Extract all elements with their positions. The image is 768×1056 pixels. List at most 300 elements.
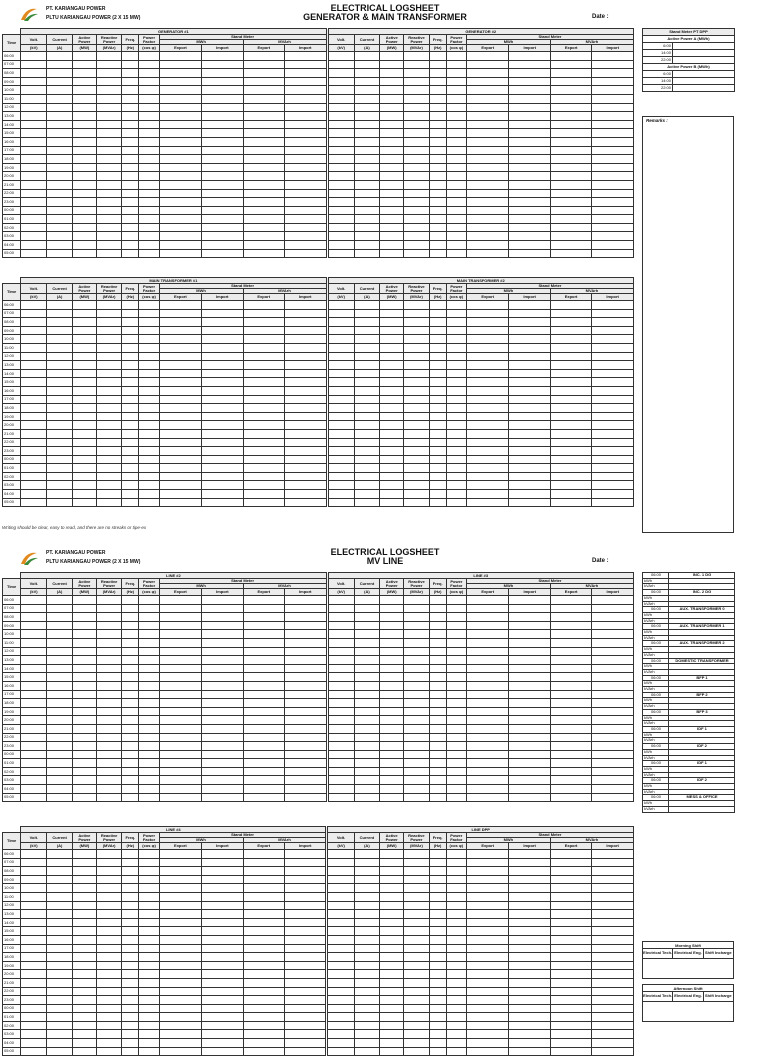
log-cell[interactable]	[122, 146, 139, 155]
log-cell[interactable]	[509, 944, 550, 953]
log-cell[interactable]	[243, 335, 284, 344]
log-cell[interactable]	[328, 733, 354, 742]
log-cell[interactable]	[466, 875, 508, 884]
log-cell[interactable]	[446, 1004, 466, 1013]
log-cell[interactable]	[159, 352, 201, 361]
log-cell[interactable]	[380, 60, 404, 69]
log-cell[interactable]	[380, 498, 404, 507]
log-cell[interactable]	[243, 146, 284, 155]
log-cell[interactable]	[509, 223, 550, 232]
log-cell[interactable]	[404, 638, 429, 647]
log-cell[interactable]	[509, 129, 550, 138]
log-cell[interactable]	[404, 404, 429, 413]
log-cell[interactable]	[97, 120, 122, 129]
log-cell[interactable]	[72, 681, 96, 690]
log-cell[interactable]	[139, 129, 159, 138]
log-cell[interactable]	[429, 953, 446, 962]
log-cell[interactable]	[21, 129, 47, 138]
log-cell[interactable]	[328, 1039, 354, 1048]
log-cell[interactable]	[354, 455, 379, 464]
log-cell[interactable]	[122, 60, 139, 69]
log-cell[interactable]	[243, 630, 284, 639]
log-cell[interactable]	[354, 630, 379, 639]
log-cell[interactable]	[328, 438, 354, 447]
log-cell[interactable]	[243, 215, 284, 224]
log-cell[interactable]	[159, 455, 201, 464]
log-cell[interactable]	[466, 352, 508, 361]
log-cell[interactable]	[122, 94, 139, 103]
log-cell[interactable]	[354, 180, 379, 189]
log-cell[interactable]	[285, 750, 327, 759]
log-cell[interactable]	[380, 1030, 404, 1039]
log-cell[interactable]	[354, 750, 379, 759]
log-cell[interactable]	[159, 198, 201, 207]
log-cell[interactable]	[243, 910, 284, 919]
log-cell[interactable]	[466, 961, 508, 970]
log-cell[interactable]	[284, 361, 326, 370]
log-cell[interactable]	[97, 112, 122, 121]
log-cell[interactable]	[404, 189, 429, 198]
log-cell[interactable]	[243, 498, 284, 507]
log-cell[interactable]	[21, 793, 47, 802]
log-cell[interactable]	[159, 120, 201, 129]
log-cell[interactable]	[380, 884, 404, 893]
log-cell[interactable]	[429, 681, 446, 690]
log-cell[interactable]	[122, 335, 139, 344]
log-cell[interactable]	[47, 361, 72, 370]
log-cell[interactable]	[592, 630, 634, 639]
log-cell[interactable]	[592, 690, 634, 699]
log-cell[interactable]	[446, 785, 466, 794]
log-cell[interactable]	[429, 249, 446, 258]
log-cell[interactable]	[592, 944, 634, 953]
log-cell[interactable]	[328, 129, 354, 138]
log-cell[interactable]	[47, 867, 72, 876]
log-cell[interactable]	[354, 656, 379, 665]
log-cell[interactable]	[446, 978, 466, 987]
log-cell[interactable]	[550, 742, 591, 751]
log-cell[interactable]	[72, 750, 96, 759]
log-cell[interactable]	[159, 215, 201, 224]
log-cell[interactable]	[202, 927, 243, 936]
log-cell[interactable]	[354, 395, 379, 404]
log-cell[interactable]	[47, 52, 72, 61]
log-cell[interactable]	[139, 421, 159, 430]
log-cell[interactable]	[328, 996, 354, 1005]
log-cell[interactable]	[21, 395, 47, 404]
log-cell[interactable]	[202, 613, 243, 622]
log-cell[interactable]	[96, 395, 121, 404]
log-cell[interactable]	[21, 996, 47, 1005]
log-cell[interactable]	[202, 69, 243, 78]
log-cell[interactable]	[47, 776, 72, 785]
log-cell[interactable]	[467, 759, 509, 768]
log-cell[interactable]	[21, 858, 47, 867]
log-cell[interactable]	[159, 733, 201, 742]
log-cell[interactable]	[202, 301, 243, 310]
log-cell[interactable]	[159, 630, 201, 639]
log-cell[interactable]	[47, 750, 72, 759]
log-cell[interactable]	[466, 472, 508, 481]
log-cell[interactable]	[47, 77, 72, 86]
log-cell[interactable]	[446, 189, 466, 198]
log-cell[interactable]	[72, 146, 96, 155]
log-cell[interactable]	[550, 750, 591, 759]
log-cell[interactable]	[509, 724, 550, 733]
log-cell[interactable]	[243, 970, 284, 979]
log-cell[interactable]	[429, 750, 446, 759]
log-cell[interactable]	[380, 638, 404, 647]
log-cell[interactable]	[243, 1013, 284, 1022]
log-cell[interactable]	[509, 927, 550, 936]
log-cell[interactable]	[466, 935, 508, 944]
log-cell[interactable]	[328, 481, 354, 490]
log-cell[interactable]	[404, 86, 429, 95]
log-cell[interactable]	[72, 987, 96, 996]
log-cell[interactable]	[509, 793, 550, 802]
log-cell[interactable]	[509, 172, 550, 181]
log-cell[interactable]	[47, 875, 72, 884]
log-cell[interactable]	[467, 112, 509, 121]
log-cell[interactable]	[285, 86, 326, 95]
log-cell[interactable]	[202, 198, 243, 207]
log-cell[interactable]	[159, 472, 201, 481]
log-cell[interactable]	[592, 378, 634, 387]
log-cell[interactable]	[284, 1030, 325, 1039]
log-cell[interactable]	[21, 412, 47, 421]
log-cell[interactable]	[404, 481, 429, 490]
log-cell[interactable]	[139, 759, 159, 768]
log-cell[interactable]	[404, 987, 429, 996]
log-cell[interactable]	[122, 638, 139, 647]
log-cell[interactable]	[429, 223, 446, 232]
log-cell[interactable]	[159, 867, 201, 876]
log-cell[interactable]	[122, 621, 139, 630]
log-cell[interactable]	[72, 369, 96, 378]
log-cell[interactable]	[509, 232, 550, 241]
log-cell[interactable]	[550, 1039, 591, 1048]
log-cell[interactable]	[284, 395, 326, 404]
log-cell[interactable]	[202, 918, 243, 927]
log-cell[interactable]	[139, 60, 159, 69]
log-cell[interactable]	[550, 215, 591, 224]
log-cell[interactable]	[509, 1030, 550, 1039]
log-cell[interactable]	[354, 215, 379, 224]
log-cell[interactable]	[328, 490, 354, 499]
log-cell[interactable]	[243, 241, 284, 250]
log-cell[interactable]	[284, 490, 326, 499]
log-cell[interactable]	[550, 335, 591, 344]
log-cell[interactable]	[284, 318, 326, 327]
log-cell[interactable]	[404, 1021, 429, 1030]
log-cell[interactable]	[509, 850, 550, 859]
log-cell[interactable]	[243, 438, 284, 447]
log-cell[interactable]	[202, 944, 243, 953]
log-cell[interactable]	[466, 318, 508, 327]
log-cell[interactable]	[404, 664, 429, 673]
log-cell[interactable]	[446, 180, 466, 189]
log-cell[interactable]	[97, 172, 122, 181]
log-cell[interactable]	[354, 404, 379, 413]
log-cell[interactable]	[72, 785, 96, 794]
log-cell[interactable]	[328, 361, 354, 370]
log-cell[interactable]	[328, 137, 354, 146]
log-cell[interactable]	[159, 395, 201, 404]
log-cell[interactable]	[159, 60, 201, 69]
log-cell[interactable]	[429, 498, 446, 507]
log-cell[interactable]	[97, 77, 122, 86]
log-cell[interactable]	[466, 910, 508, 919]
log-cell[interactable]	[47, 1047, 72, 1056]
log-cell[interactable]	[21, 232, 47, 241]
log-cell[interactable]	[404, 472, 429, 481]
log-cell[interactable]	[72, 604, 96, 613]
log-cell[interactable]	[122, 901, 139, 910]
log-cell[interactable]	[21, 750, 47, 759]
log-cell[interactable]	[21, 318, 47, 327]
log-cell[interactable]	[96, 490, 121, 499]
log-cell[interactable]	[243, 318, 284, 327]
log-cell[interactable]	[21, 163, 47, 172]
log-cell[interactable]	[592, 776, 634, 785]
log-cell[interactable]	[139, 189, 159, 198]
log-cell[interactable]	[243, 927, 284, 936]
log-cell[interactable]	[354, 978, 379, 987]
log-cell[interactable]	[467, 146, 509, 155]
log-cell[interactable]	[284, 481, 326, 490]
log-cell[interactable]	[446, 918, 466, 927]
log-cell[interactable]	[380, 335, 404, 344]
log-cell[interactable]	[47, 699, 72, 708]
log-cell[interactable]	[328, 767, 354, 776]
log-cell[interactable]	[159, 767, 201, 776]
log-cell[interactable]	[139, 112, 159, 121]
log-cell[interactable]	[97, 52, 122, 61]
log-cell[interactable]	[72, 103, 96, 112]
log-cell[interactable]	[429, 910, 446, 919]
log-cell[interactable]	[354, 369, 379, 378]
log-cell[interactable]	[446, 498, 466, 507]
log-cell[interactable]	[47, 935, 72, 944]
log-cell[interactable]	[328, 604, 354, 613]
log-cell[interactable]	[97, 60, 122, 69]
log-cell[interactable]	[285, 690, 327, 699]
log-cell[interactable]	[446, 352, 466, 361]
dpp-value-cell[interactable]	[673, 43, 735, 50]
log-cell[interactable]	[72, 638, 96, 647]
log-cell[interactable]	[72, 155, 96, 164]
log-cell[interactable]	[96, 656, 121, 665]
log-cell[interactable]	[592, 429, 634, 438]
log-cell[interactable]	[96, 707, 121, 716]
log-cell[interactable]	[429, 386, 446, 395]
log-cell[interactable]	[354, 793, 379, 802]
log-cell[interactable]	[243, 596, 284, 605]
log-cell[interactable]	[243, 189, 284, 198]
log-cell[interactable]	[404, 884, 429, 893]
log-cell[interactable]	[159, 77, 201, 86]
log-cell[interactable]	[429, 927, 446, 936]
log-cell[interactable]	[380, 630, 404, 639]
log-cell[interactable]	[404, 318, 429, 327]
log-cell[interactable]	[509, 1013, 550, 1022]
log-cell[interactable]	[404, 681, 429, 690]
log-cell[interactable]	[592, 404, 634, 413]
log-cell[interactable]	[47, 953, 72, 962]
log-cell[interactable]	[429, 630, 446, 639]
log-cell[interactable]	[47, 944, 72, 953]
log-cell[interactable]	[159, 596, 201, 605]
log-cell[interactable]	[467, 163, 509, 172]
log-cell[interactable]	[139, 681, 159, 690]
log-cell[interactable]	[380, 742, 404, 751]
log-cell[interactable]	[21, 733, 47, 742]
log-cell[interactable]	[159, 343, 201, 352]
log-cell[interactable]	[404, 206, 429, 215]
log-cell[interactable]	[284, 867, 325, 876]
log-cell[interactable]	[446, 172, 466, 181]
log-cell[interactable]	[21, 850, 47, 859]
log-cell[interactable]	[139, 343, 159, 352]
log-cell[interactable]	[509, 750, 550, 759]
log-cell[interactable]	[202, 464, 243, 473]
log-cell[interactable]	[328, 910, 354, 919]
log-cell[interactable]	[592, 309, 634, 318]
log-cell[interactable]	[47, 404, 72, 413]
log-cell[interactable]	[122, 953, 139, 962]
log-cell[interactable]	[159, 1030, 201, 1039]
log-cell[interactable]	[404, 630, 429, 639]
log-cell[interactable]	[96, 326, 121, 335]
log-cell[interactable]	[243, 935, 284, 944]
log-cell[interactable]	[96, 724, 121, 733]
log-cell[interactable]	[509, 146, 550, 155]
log-cell[interactable]	[467, 137, 509, 146]
log-cell[interactable]	[354, 60, 379, 69]
log-cell[interactable]	[354, 935, 379, 944]
log-cell[interactable]	[354, 189, 379, 198]
log-cell[interactable]	[122, 86, 139, 95]
log-cell[interactable]	[21, 326, 47, 335]
log-cell[interactable]	[592, 613, 634, 622]
log-cell[interactable]	[202, 996, 243, 1005]
log-cell[interactable]	[446, 638, 466, 647]
log-cell[interactable]	[96, 335, 121, 344]
log-cell[interactable]	[96, 429, 121, 438]
log-cell[interactable]	[354, 120, 379, 129]
log-cell[interactable]	[354, 412, 379, 421]
log-cell[interactable]	[550, 604, 591, 613]
log-cell[interactable]	[592, 901, 634, 910]
log-cell[interactable]	[159, 438, 201, 447]
log-cell[interactable]	[96, 1030, 121, 1039]
log-cell[interactable]	[202, 884, 243, 893]
log-cell[interactable]	[380, 94, 404, 103]
log-cell[interactable]	[509, 716, 550, 725]
log-cell[interactable]	[139, 361, 159, 370]
log-cell[interactable]	[354, 604, 379, 613]
log-cell[interactable]	[47, 180, 72, 189]
log-cell[interactable]	[328, 172, 354, 181]
log-cell[interactable]	[328, 395, 354, 404]
log-cell[interactable]	[47, 1004, 72, 1013]
log-cell[interactable]	[159, 112, 201, 121]
log-cell[interactable]	[47, 232, 72, 241]
log-cell[interactable]	[202, 223, 243, 232]
log-cell[interactable]	[354, 309, 379, 318]
log-cell[interactable]	[404, 1047, 429, 1056]
log-cell[interactable]	[592, 987, 634, 996]
log-cell[interactable]	[139, 326, 159, 335]
log-cell[interactable]	[404, 232, 429, 241]
log-cell[interactable]	[467, 724, 509, 733]
log-cell[interactable]	[446, 343, 466, 352]
log-cell[interactable]	[429, 361, 446, 370]
log-cell[interactable]	[550, 455, 591, 464]
log-cell[interactable]	[380, 386, 404, 395]
log-cell[interactable]	[509, 447, 550, 456]
log-cell[interactable]	[592, 716, 634, 725]
log-cell[interactable]	[446, 447, 466, 456]
log-cell[interactable]	[466, 412, 508, 421]
log-cell[interactable]	[446, 621, 466, 630]
log-cell[interactable]	[21, 630, 47, 639]
log-cell[interactable]	[21, 455, 47, 464]
log-cell[interactable]	[354, 112, 379, 121]
log-cell[interactable]	[592, 673, 634, 682]
log-cell[interactable]	[446, 404, 466, 413]
log-cell[interactable]	[21, 198, 47, 207]
log-cell[interactable]	[550, 464, 591, 473]
log-cell[interactable]	[328, 978, 354, 987]
log-cell[interactable]	[592, 1047, 634, 1056]
log-cell[interactable]	[354, 421, 379, 430]
log-cell[interactable]	[550, 613, 591, 622]
log-cell[interactable]	[509, 120, 550, 129]
log-cell[interactable]	[404, 785, 429, 794]
log-cell[interactable]	[47, 378, 72, 387]
log-cell[interactable]	[21, 613, 47, 622]
log-cell[interactable]	[122, 52, 139, 61]
log-cell[interactable]	[139, 953, 159, 962]
log-cell[interactable]	[466, 481, 508, 490]
log-cell[interactable]	[96, 481, 121, 490]
log-cell[interactable]	[354, 970, 379, 979]
log-cell[interactable]	[429, 146, 446, 155]
log-cell[interactable]	[21, 785, 47, 794]
log-cell[interactable]	[284, 858, 325, 867]
log-cell[interactable]	[139, 180, 159, 189]
log-cell[interactable]	[446, 699, 466, 708]
log-cell[interactable]	[139, 613, 159, 622]
log-cell[interactable]	[21, 343, 47, 352]
log-cell[interactable]	[202, 621, 243, 630]
log-cell[interactable]	[429, 935, 446, 944]
log-cell[interactable]	[139, 673, 159, 682]
log-cell[interactable]	[429, 103, 446, 112]
log-cell[interactable]	[96, 1047, 121, 1056]
log-cell[interactable]	[72, 386, 96, 395]
log-cell[interactable]	[284, 472, 326, 481]
log-cell[interactable]	[159, 378, 201, 387]
log-cell[interactable]	[202, 309, 243, 318]
log-cell[interactable]	[139, 867, 159, 876]
log-cell[interactable]	[21, 77, 47, 86]
log-cell[interactable]	[446, 60, 466, 69]
log-cell[interactable]	[47, 309, 72, 318]
log-cell[interactable]	[467, 638, 509, 647]
log-cell[interactable]	[550, 412, 591, 421]
